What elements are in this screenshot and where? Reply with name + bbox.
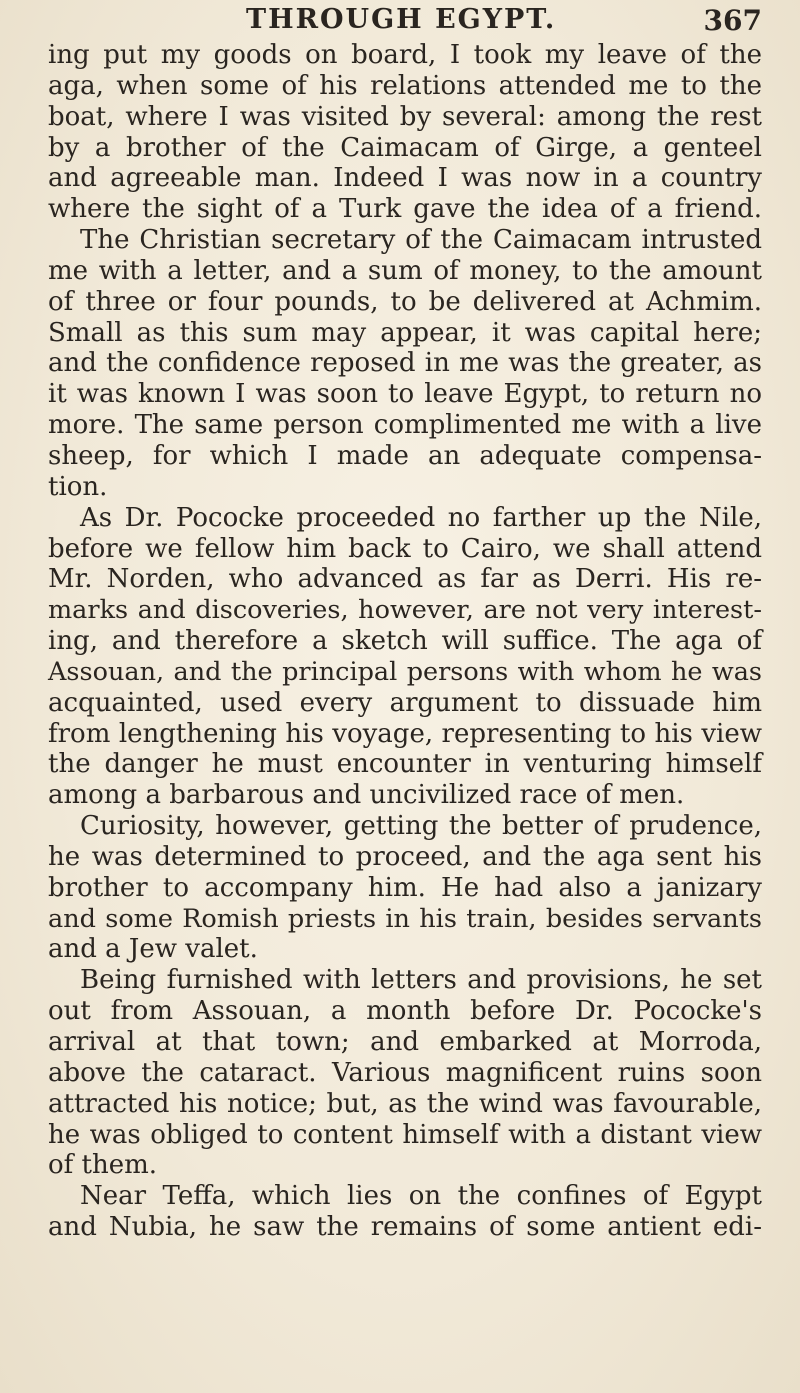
text-line: Being furnished with letters and provisions, he set bbox=[80, 965, 762, 996]
text-line: and the confidence reposed in me was the greater, as bbox=[48, 348, 762, 379]
text-line: Curiosity, however, getting the better of prudence, bbox=[80, 811, 762, 842]
text-line: of three or four pounds, to be delivered at Achmim. bbox=[48, 286, 762, 317]
text-line: he was obliged to content himself with a distant view bbox=[48, 1119, 762, 1150]
text-line: he was determined to proceed, and the aga sent his bbox=[48, 841, 762, 872]
text-line: of them. bbox=[48, 1150, 158, 1181]
text-line: before we fellow him back to Cairo, we shall attend bbox=[48, 533, 762, 564]
text-line: Assouan, and the principal persons with whom he was bbox=[48, 656, 762, 687]
text-line: Mr. Norden, who advanced as far as Derri. His re- bbox=[48, 564, 762, 595]
text-line: acquainted, used every argument to dissuade him bbox=[48, 687, 762, 718]
text-line: Near Teffa, which lies on the confines of Egypt bbox=[80, 1181, 762, 1212]
text-line: brother to accompany him. He had also a janizary bbox=[48, 872, 762, 903]
text-line: Small as this sum may appear, it was capital here; bbox=[48, 317, 762, 348]
text-line: and Nubia, he saw the remains of some antient edi- bbox=[48, 1212, 762, 1243]
text-line: and a Jew valet. bbox=[48, 934, 258, 965]
text-line: ing put my goods on board, I took my leave of the bbox=[48, 40, 762, 70]
running-title: THROUGH EGYPT. bbox=[246, 4, 557, 35]
text-line: from lengthening his voyage, representing to his view bbox=[48, 718, 762, 749]
text-line: The Christian secretary of the Caimacam intrusted bbox=[80, 225, 762, 256]
text-line: marks and discoveries, however, are not very interest- bbox=[48, 595, 762, 626]
text-line: among a barbarous and uncivilized race of men. bbox=[48, 780, 685, 811]
text-line: by a brother of the Caimacam of Girge, a genteel bbox=[48, 132, 762, 163]
running-head bbox=[48, 4, 762, 40]
page-number: 367 bbox=[703, 4, 762, 37]
text-line: aga, when some of his relations attended me to the bbox=[48, 70, 762, 101]
text-line: out from Assouan, a month before Dr. Pococke's bbox=[48, 996, 762, 1027]
text-line: As Dr. Pococke proceeded no farther up the Nile, bbox=[80, 502, 762, 533]
text-line: me with a letter, and a sum of money, to the amount bbox=[48, 255, 762, 286]
text-line: and some Romish priests in his train, besides servants bbox=[48, 903, 762, 934]
text-line: where the sight of a Turk gave the idea of a friend. bbox=[48, 194, 762, 225]
text-line: boat, where I was visited by several: among the rest bbox=[48, 101, 762, 132]
text-line: sheep, for which I made an adequate compensa- bbox=[48, 440, 762, 471]
text-line: the danger he must encounter in venturing himself bbox=[48, 749, 762, 780]
body-text bbox=[48, 40, 762, 1243]
text-line: arrival at that town; and embarked at Morroda, bbox=[48, 1027, 762, 1057]
text-line: it was known I was soon to leave Egypt, to return no bbox=[48, 379, 762, 410]
text-line: ing, and therefore a sketch will suffice. The aga of bbox=[48, 626, 762, 657]
text-line: attracted his notice; but, as the wind was favourable, bbox=[48, 1088, 762, 1119]
text-line: more. The same person complimented me with a live bbox=[48, 410, 762, 441]
text-line: tion. bbox=[48, 471, 108, 502]
text-line: and agreeable man. Indeed I was now in a country bbox=[48, 163, 762, 194]
text-line: above the cataract. Various magnificent ruins soon bbox=[48, 1057, 762, 1088]
